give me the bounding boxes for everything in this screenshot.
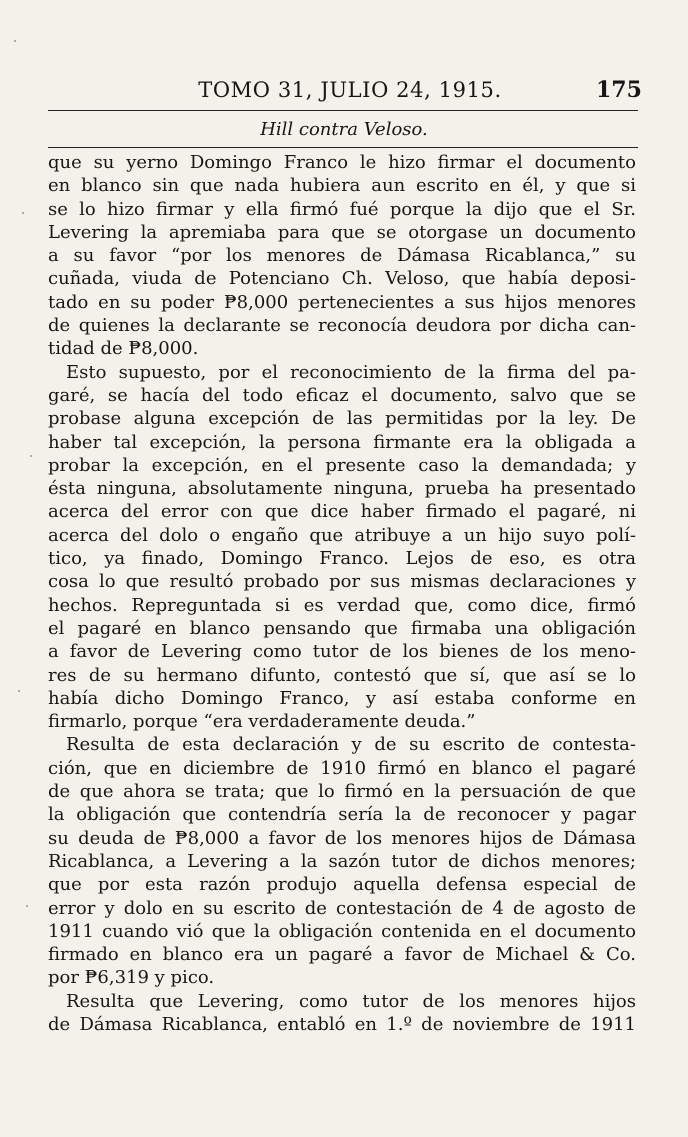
text-line: a su favor “por los menores de Dámasa Ricablanca,” su xyxy=(48,245,636,267)
header-rule-top xyxy=(48,110,638,111)
scan-speck xyxy=(14,40,16,42)
text-line: Esto supuesto, por el reconocimiento de la firma del pa- xyxy=(66,361,636,383)
text-line: que su yerno Domingo Franco le hizo firmar el documento xyxy=(48,152,636,173)
text-line: de Dámasa Ricablanca, entabló en 1.º de noviembre de 1911 xyxy=(48,1013,636,1035)
text-line: tidad de ₱8,000. xyxy=(48,338,199,360)
text-line: garé, se hacía del todo eficaz el documento, salvo que se xyxy=(48,384,636,406)
scan-speck xyxy=(22,212,24,214)
text-line: probar la excepción, en el presente caso la demandada; y xyxy=(48,454,636,476)
text-line: firmado en blanco era un pagaré a favor de Michael & Co. xyxy=(48,944,636,966)
text-line: Resulta de esta declaración y de su escrito de contesta- xyxy=(66,734,636,756)
text-line: de quienes la declarante se reconocía deudora por dicha can- xyxy=(48,315,636,337)
text-line: acerca del dolo o engaño que atribuye a un hijo suyo polí- xyxy=(48,524,636,546)
running-title: TOMO 31, JULIO 24, 1915. xyxy=(198,78,502,102)
text-line: Resulta que Levering, como tutor de los menores hijos xyxy=(66,990,636,1012)
text-line: se lo hizo firmar y ella firmó fué porque la dijo que el Sr. xyxy=(48,198,636,220)
text-line: la obligación que contendría sería la de reconocer y pagar xyxy=(48,804,636,826)
running-header xyxy=(0,76,688,106)
text-line: firmarlo, porque “era verdaderamente deuda.” xyxy=(48,711,476,733)
text-line: ésta ninguna, absolutamente ninguna, prueba ha presentado xyxy=(48,478,636,500)
text-line: hechos. Repreguntada si es verdad que, como dice, firmó xyxy=(48,594,636,616)
text-line: haber tal excepción, la persona firmante era la obligada a xyxy=(48,431,636,453)
text-line: tico, ya finado, Domingo Franco. Lejos de eso, es otra xyxy=(48,548,636,570)
header-rule-bottom xyxy=(48,147,638,148)
text-line: Ricablanca, a Levering a la sazón tutor de dichos menores; xyxy=(48,850,636,872)
text-line: en blanco sin que nada hubiera aun escrito en él, y que si xyxy=(48,175,636,197)
text-line: de que ahora se trata; que lo firmó en la persuación de que xyxy=(48,781,636,803)
scan-speck xyxy=(26,905,28,907)
text-line: tado en su poder ₱8,000 pertenecientes a sus hijos menores xyxy=(48,291,636,313)
text-line: ción, que en diciembre de 1910 firmó en blanco el pagaré xyxy=(48,757,636,779)
text-line: probase alguna excepción de las permitidas por la ley. De xyxy=(48,408,636,430)
text-line: Levering la apremiaba para que se otorgase un documento xyxy=(48,221,636,243)
text-line: 1911 cuando vió que la obligación contenida en el documento xyxy=(48,920,636,942)
text-line: error y dolo en su escrito de contestación de 4 de agosto de xyxy=(48,897,636,919)
text-line: a favor de Levering como tutor de los bienes de los meno- xyxy=(48,641,636,663)
text-line: había dicho Domingo Franco, y así estaba conforme en xyxy=(48,687,636,709)
text-line: cosa lo que resultó probado por sus mismas declaraciones y xyxy=(48,571,636,593)
scan-speck xyxy=(30,455,32,457)
page-number: 175 xyxy=(596,77,642,103)
text-line: acerca del error con que dice haber firmado el pagaré, ni xyxy=(48,501,636,523)
body-text xyxy=(48,151,636,1036)
text-line: cuñada, viuda de Potenciano Ch. Veloso, que había deposi- xyxy=(48,268,636,290)
scan-speck xyxy=(18,690,20,692)
text-line: el pagaré en blanco pensando que firmaba una obligación xyxy=(48,617,636,639)
text-line: que por esta razón produjo aquella defensa especial de xyxy=(48,874,636,896)
text-line: por ₱6,319 y pico. xyxy=(48,967,215,989)
case-title: Hill contra Veloso. xyxy=(260,119,428,140)
text-line: res de su hermano difunto, contestó que sí, que así se lo xyxy=(48,664,636,686)
text-line: su deuda de ₱8,000 a favor de los menores hijos de Dámasa xyxy=(48,827,636,849)
